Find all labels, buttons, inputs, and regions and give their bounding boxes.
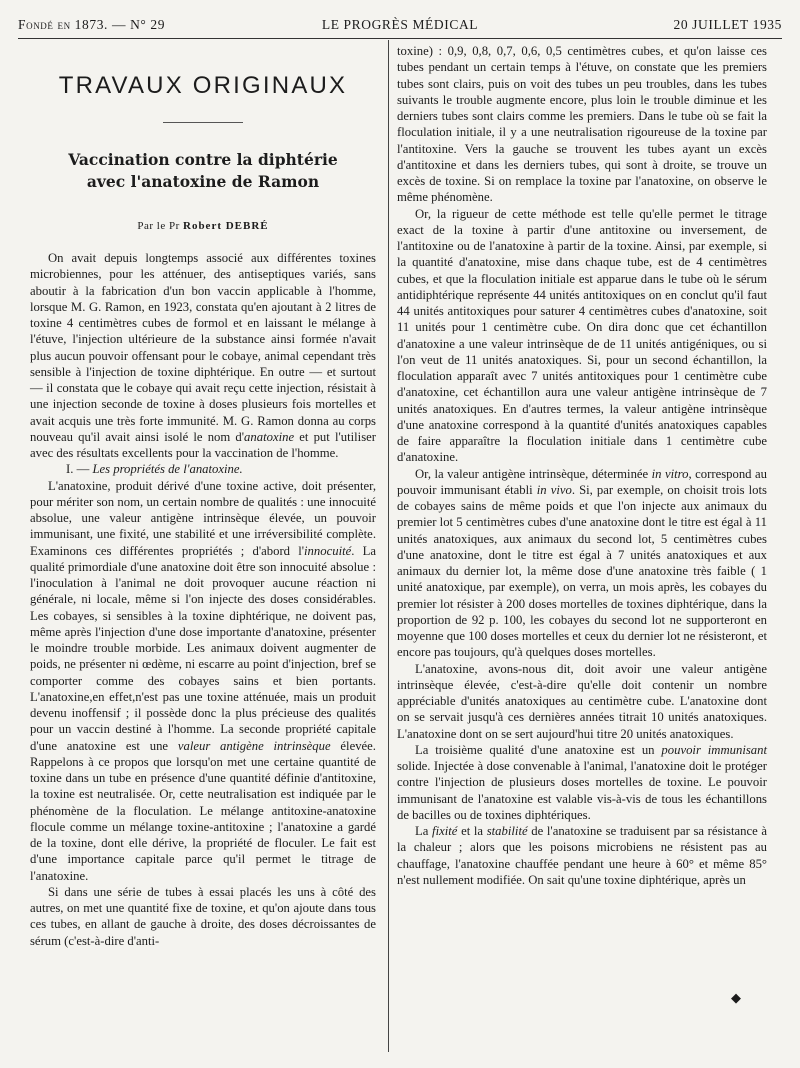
fixite-italic-1: fixité [432, 824, 458, 838]
end-ornament-icon: ◆ [731, 990, 741, 1005]
properties-text-a: L'anatoxine, produit dérivé d'une toxine active, doit présenter, pour mériter son nom, un certain nombre de qualités : une innocuité absolue, une valeur antigène intrinsèque élevée, un pouvoir immunisant, une fixité, une stabilité et une irréversibilité complète. Examinons ces différentes propriétés ; d'abord l' [30, 478, 376, 558]
right-column [397, 43, 767, 888]
column-divider [388, 40, 389, 1052]
subheading-number: I. — [66, 462, 93, 477]
header-date: 20 JUILLET 1935 [673, 17, 782, 32]
fixite-text-b: et la [457, 824, 487, 838]
pouvoir-text-b: solide. Injectée à dose convenable à l'animal, l'anatoxine doit le protéger contre l'injection de plusieurs doses mortelles de toxine. Le pouvoir immunisant de l'anatoxine est valable vis-à-vis de tous les échantillons de bacilles ou de toxines diphtériques. [397, 759, 767, 822]
author-name: Robert DEBRÉ [183, 220, 269, 232]
properties-text-c: élevée. Rappelons à ce propos que lorsqu'on met une certaine quantité de toxine dans un tube en présence d'une quantité définie d'antitoxine, la toxine est neutralisée. Or, cette neutralisation est indiquée par le phénomène de la floculation. Le mélange antitoxine-anatoxine flocule comme un mélange toxine-antitoxine ; l'anatoxine a gardé de la toxine, dont elle dérive, la propriété de floculer. Le fait est d'une importance capitale parce qu'il permet le titrage de l'anatoxine. [30, 738, 376, 883]
paragraph-tubes: Si dans une série de tubes à essai placés les uns à côté des autres, on met une quantité fixe de toxine, et qu'on ajoute dans tous ces tubes, en allant de gauche à droite, des doses décroissantes de sérum (c'est-à-dire d'anti- [30, 884, 376, 948]
section-title: TRAVAUX ORIGINAUX [58, 72, 348, 99]
paragraph-valeur: L'anatoxine, avons-nous dit, doit avoir une valeur antigène intrinsèque élevée, c'est-à-dire qu'elle doit contenir un nombre appréciable d'unités anatoxiques au centimètre cube. L'anatoxine dont on se servait jusqu'à ces dernières années titrait 10 unités anatoxiques. L'anatoxine dont on se sert aujourd'hui titre 20 unités anatoxiques. [397, 661, 767, 741]
header-rule [18, 38, 782, 39]
byline [30, 220, 376, 232]
properties-italic-2: valeur antigène intrinsèque [177, 738, 331, 753]
subheading-text: Les propriétés de l'anatoxine. [92, 462, 243, 477]
fixite-italic-2: stabilité [486, 824, 528, 838]
paragraph-titrage: Or, la rigueur de cette méthode est telle qu'elle permet le titrage exact de la toxine à partir d'une antitoxine ou inversement, de l'antitoxine ou de l'anatoxine à partir de la toxine. Ainsi, par exemple, si la quantité d'anatoxine, mise dans chaque tube, est de 4 centimètres cubes, et que la floculation initiale est apparue dans le tube où le sérum antidiphtérique représente 44 unités antitoxiques on en conclut qu'il faut 44 unités antitoxiques pour saturer 4 centimètres cubes d'anatoxine, soit 11 unités pour 1 centimètre cube. On dira donc que cet échantillon d'anatoxine a une valeur intrinsèque de de 11 unités antigéniques, ou si l'on veut de 11 unités anatoxiques. Si, pour un second échantillon, la floculation apparaît avec 7 unités antitoxiques pour 1 centimètre cube d'anatoxine, cet échantillon aura une valeur antigène intrinsèque de 7 unités anatoxiques. En d'autres termes, la valeur antigène intrinsèque d'une anatoxine correspond à la quantité d'unités anatoxiques capables de faire apparaître la floculation initiale dans 1 centimètre cube d'anatoxine. [397, 206, 767, 465]
article-title-line1: Vaccination contre la diphtérie [68, 150, 338, 169]
header-journal-title: LE PROGRÈS MÉDICAL [321, 17, 479, 32]
invivo-text-c: . Si, par exemple, on choisit trois lots de cobayes sains de même poids et que l'on injecte aux animaux du premier lot 5 centimètres cubes d'une anatoxine dont le titre est égal à 11 unités anatoxiques, aux animaux du second lot, 5 centimètres cubes d'une anatoxine, dont le titre est égal à 7 unités anatoxiques et aux animaux du dernier lot, la même dose d'une anatoxine très faible ( 1 unité anatoxique, par exemple), on verra, un mois après, les cobayes du premier lot résister à 200 doses mortelles de toxines diphtérique, dans la proportion de 92 p. 100, les cobayes du second lot ne supporteront en moyenne que 100 doses mortelles et ceux du dernier lot ne résisteront, et encore pas toujours, qu'à quelques doses mortelles. [397, 482, 767, 660]
byline-prefix: Par le Pr [137, 220, 183, 232]
properties-text-b: . La qualité primordiale d'une anatoxine doit être son innocuité absolue : l'inoculation à l'animal ne doit provoquer aucune réaction ni générale, ni locale, même si l'on injecte des doses considérables. Les cobayes, si sensibles à la toxine diphtérique, ne doivent pas, même après l'injection d'une dose importante d'anatoxine, présenter le moindre trouble morbide. Les animaux doivent augmenter de poids, ne présenter ni œdème, ni escarre au point d'injection, bref se comporter comme des cobayes sains et bien portants. L'anatoxine,en effet,n'est pas une toxine atténuée, mais un produit devenu inoffensif ; il possède donc la plus précieuse des qualités pour un vaccin destiné à l'homme. La seconde propriété capitale d'une anatoxine est une [30, 543, 376, 753]
invivo-italic-2: in vivo [536, 482, 572, 497]
pouvoir-italic: pouvoir immunisant [661, 742, 767, 757]
header-issue: Fondé en 1873. — N° 29 [18, 17, 166, 32]
fixite-text-a: La [415, 824, 433, 838]
invivo-text-b: , correspond au pouvoir immunisant établi [397, 466, 767, 497]
pouvoir-text-a: La troisième qualité d'une anatoxine est un [415, 742, 662, 757]
invivo-text-a: Or, la valeur antigène intrinsèque, déterminée [415, 466, 652, 481]
intro-italic: anatoxine [244, 429, 295, 444]
article-title-line2: avec l'anatoxine de Ramon [86, 172, 320, 191]
invivo-italic-1: in vitro [651, 466, 689, 481]
running-header [18, 15, 782, 37]
subheading [30, 461, 376, 477]
paragraph-fixite [397, 823, 767, 888]
fixite-text-c: de l'anatoxine se traduisent par sa résistance à la chaleur ; alors que les poisons microbiens ne résistent pas au chauffage, l'anatoxine chauffée pendant une heure à 60° et même 85° n'est nullement modifiée. On sait qu'une toxine diphtérique, après un [397, 824, 767, 887]
title-rule [163, 122, 243, 123]
properties-italic-1: innocuité [304, 543, 352, 558]
paragraph-in-vivo [397, 466, 767, 661]
paragraph-intro [30, 250, 376, 461]
paragraph-properties [30, 478, 376, 884]
paragraph-pouvoir [397, 742, 767, 823]
intro-end: et put l'utiliser avec des résultats excellents pour la vaccination de l'homme. [30, 429, 376, 460]
intro-text: On avait depuis longtemps associé aux différentes toxines microbiennes, pour les atténuer, des antiseptiques variés, sans aboutir à la fabrication d'un bon vaccin applicable à l'homme, lorsque M. G. Ramon, en 1923, constata qu'en ajoutant à 2 litres de toxine 4 centimètres cubes de formol et en laissant le mélange à l'étuve, l'injection ultérieure de la substance ainsi formée n'avait plus aucun pouvoir offensant pour le cobaye, animal cependant très sensible à l'injection de toxine diphtérique. En outre — et surtout — il constata que le cobaye qui avait reçu cette injection, résistait à une injection seconde de toxine à doses plusieurs fois mortelles et avait acquis une très forte immunité. M. G. Ramon donna au corps nouveau qu'il avait ainsi isolé le nom d' [30, 251, 376, 444]
left-column [30, 52, 376, 949]
paragraph-continuation: toxine) : 0,9, 0,8, 0,7, 0,6, 0,5 centimètres cubes, et qu'on laisse ces tubes pendant un certain temps à l'étuve, on constate que les premiers tubes sont clairs, puis on voit des tubes un peu troubles, dans les tubes suivants le trouble augmente encore, plus loin le trouble diminue et les derniers tubes sont clairs comme les premiers. Dans le tube où se fait la floculation initiale, il y a une neutralisation rigoureuse de la toxine par l'antitoxine. Vers la gauche se trouvent les tubes ayant un excès d'antitoxine et dans les derniers tubes, qui sont à droite, se trouve un excès de toxine. Si on remplace la toxine par l'anatoxine, on observe le même phénomène. [397, 44, 767, 205]
article-title [30, 149, 376, 193]
